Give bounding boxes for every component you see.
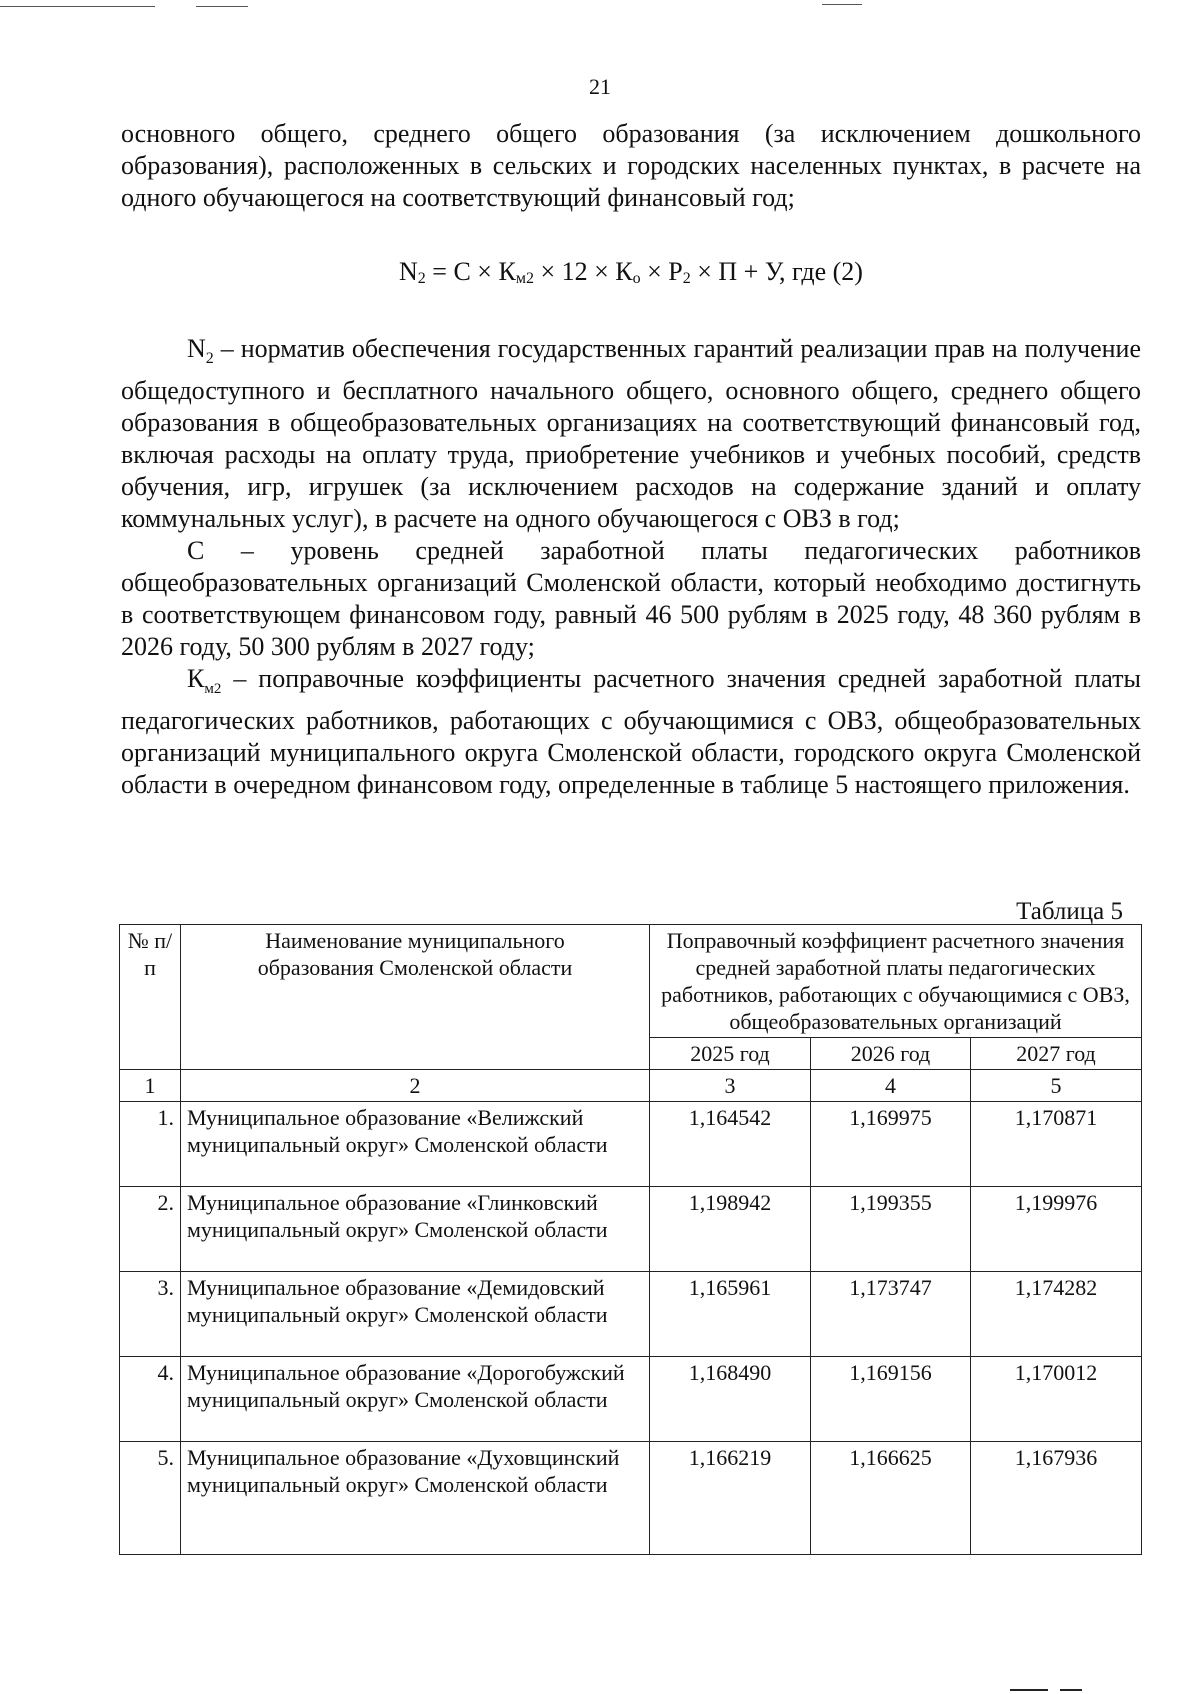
scan-artifact-line xyxy=(0,6,155,7)
table-row xyxy=(120,1102,1142,1187)
value-2026: 1,169975 xyxy=(811,1102,971,1187)
definition-n2: $N_2$ – норматив обеспечения государственных гарантий реализации прав на получение общедоступного и бесплатного начального общего, основного общего, среднего общего образования в общеобразовательных организациях на соответствующий финансовый год, включая расходы на оплату труда, приобретение учебников и учебных пособий, средств обучения, игр, игрушек (за исключением расходов на содержание зданий и оплату коммунальных услуг), в расчете на одного обучающегося с ОВЗ в год; xyxy=(121,334,1141,534)
value-2026: 1,199355 xyxy=(811,1187,971,1272)
value-2026: 1,166625 xyxy=(811,1442,971,1555)
row-number: 3. xyxy=(120,1272,181,1357)
value-2027: 1,167936 xyxy=(971,1442,1142,1555)
table-header-row xyxy=(120,925,1142,1038)
table-caption: Таблица 5 xyxy=(1016,898,1123,925)
header-year: 2026 год xyxy=(811,1038,971,1070)
page-number: 21 xyxy=(589,74,611,99)
definition-c: С – уровень средней заработной платы педагогических работников общеобразовательных организаций Смоленской области, который необходимо достигнуть в соответствующем финансовом году, равный 46 500 рублям в 2025 году, 48 360 рублям в 2026 году, 50 300 рублям в 2027 году; xyxy=(121,536,1141,662)
row-name: Муниципальное образование «Духовщинский муниципальный округ» Смоленской области xyxy=(181,1442,650,1555)
header-coefficient: Поправочный коэффициент расчетного значения средней заработной платы педагогических работников, работающих с обучающимися с ОВЗ, общеобразовательных организаций xyxy=(650,925,1142,1038)
value-2025: 1,164542 xyxy=(650,1102,811,1187)
value-2026: 1,169156 xyxy=(811,1357,971,1442)
scan-artifact-line xyxy=(1010,1689,1048,1691)
row-name: Муниципальное образование «Глинковский муниципальный округ» Смоленской области xyxy=(181,1187,650,1272)
row-number: 2. xyxy=(120,1187,181,1272)
row-number: 4. xyxy=(120,1357,181,1442)
value-2027: 1,174282 xyxy=(971,1272,1142,1357)
table-row xyxy=(120,1357,1142,1442)
body-text xyxy=(121,118,1141,801)
formula: $N_2 = С \times К_{м2} \times 12 \times К_о \times P_2 \times П + У$, где (2) xyxy=(399,257,863,287)
row-name: Муниципальное образование «Велижский муниципальный округ» Смоленской области xyxy=(181,1102,650,1187)
scan-artifact-line xyxy=(1060,1689,1082,1691)
table-row xyxy=(120,1442,1142,1555)
table-row xyxy=(120,1187,1142,1272)
column-number: 4 xyxy=(811,1070,971,1102)
row-number: 5. xyxy=(120,1442,181,1555)
value-2027: 1,170012 xyxy=(971,1357,1142,1442)
column-number: 1 xyxy=(120,1070,181,1102)
row-name: Муниципальное образование «Демидовский муниципальный округ» Смоленской области xyxy=(181,1272,650,1357)
row-number: 1. xyxy=(120,1102,181,1187)
column-number: 3 xyxy=(650,1070,811,1102)
header-year: 2025 год xyxy=(650,1038,811,1070)
header-name: Наименование муниципального образования Смоленской области xyxy=(181,925,650,1070)
value-2025: 1,166219 xyxy=(650,1442,811,1555)
row-name: Муниципальное образование «Дорогобужский муниципальный округ» Смоленской области xyxy=(181,1357,650,1442)
definition-km2: $К_{м2}$ – поправочные коэффициенты расчетного значения средней заработной платы педагогических работников, работающих с обучающимися с ОВЗ, общеобразовательных организаций муниципального округа Смоленской области, городского округа Смоленской области в очередном финансовом году, определенные в таблице 5 настоящего приложения. xyxy=(121,664,1141,800)
column-number: 2 xyxy=(181,1070,650,1102)
value-2025: 1,168490 xyxy=(650,1357,811,1442)
intro-paragraph: основного общего, среднего общего образования (за исключением дошкольного образования), расположенных в сельских и городских населенных пунктах, в расчете на одного обучающегося на соответствующий финансовый год; xyxy=(121,119,1141,212)
table-row xyxy=(120,1272,1142,1357)
header-year: 2027 год xyxy=(971,1038,1142,1070)
value-2027: 1,199976 xyxy=(971,1187,1142,1272)
coefficients-table xyxy=(119,924,1142,1555)
header-num: № п/п xyxy=(120,925,181,1070)
column-number-row xyxy=(120,1070,1142,1102)
scan-artifact-line xyxy=(822,4,862,5)
value-2025: 1,165961 xyxy=(650,1272,811,1357)
column-number: 5 xyxy=(971,1070,1142,1102)
value-2025: 1,198942 xyxy=(650,1187,811,1272)
scan-artifact-line xyxy=(196,6,248,7)
value-2027: 1,170871 xyxy=(971,1102,1142,1187)
value-2026: 1,173747 xyxy=(811,1272,971,1357)
